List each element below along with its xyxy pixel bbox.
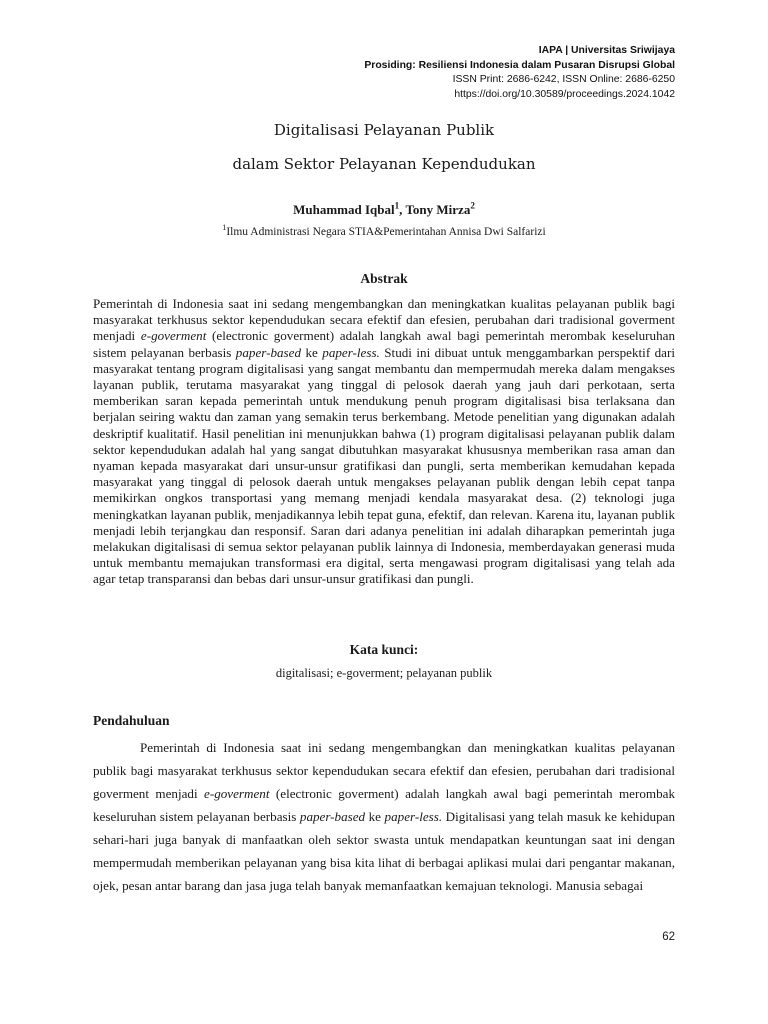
introduction-paragraph xyxy=(93,736,675,897)
abstract-part: Studi ini dibuat untuk menggambarkan perspektif dari masyarakat tentang program digitalisasi yang sangat membantu dan mempermudah mereka dalam mengakses layanan publik, terutama masyarakat yang tinggal di pelosok daerah yang jauh dari perkotaan, serta memberikan saran kepada pemerintah untuk mendukung penuh program digitalisasi bisa terlaksana dan berjalan seiring waktu dan zaman yang semakin terus berkembang. Metode penelitian yang digunakan adalah deskriptif kualitatif. Hasil penelitian ini menunjukkan bahwa (1) program digitalisasi pelayanan publik dalam sektor kependudukan adalah hal yang sangat dibutuhkan masyarakat khususnya memberikan rasa aman dan nyaman kepada masyarakat dari unsur-unsur gratifikasi dan pungli, serta memberikan kemudahan kepada masyarakat yang tinggal di pelosok daerah untuk mengakses pelayanan publik dengan lebih cepat tanpa memikirkan ongkos transportasi yang memang menjadi kendala masyarakat desa. (2) teknologi juga meningkatkan layanan publik, menjadikannya lebih tepat guna, efektif, dan relevan. Karena itu, layanan publik menjadi lebih terjangkau dan responsif. Saran dari adanya penelitian ini adalah diharapkan pemerintah juga melakukan digitalisasi di semua sektor pelayanan publik lainnya di Indonesia, memberdayakan generasi muda untuk membantu memajukan transformasi era digital, serta mengawasi program digitalisasi yang telah ada agar tetap transparansi dan bebas dari unsur-unsur gratifikasi dan pungli. xyxy=(93,344,675,587)
abstract-part: ke xyxy=(301,344,323,360)
abstract-part: (electronic goverment) adalah langkah awal bagi pemerintah merombak keseluruhan sistem pelayanan berbasis xyxy=(93,328,675,360)
affiliation-marker: 1 xyxy=(222,223,227,233)
intro-part: (electronic goverment) adalah langkah awal bagi pemerintah merombak keseluruhan sistem pelayanan berbasis xyxy=(93,786,675,824)
title-line-1: Digitalisasi Pelayanan Publik xyxy=(273,121,495,139)
abstract-text xyxy=(93,296,675,588)
author-separator: , xyxy=(399,202,406,217)
author-2: Tony Mirza xyxy=(405,202,471,217)
author-2-affiliation-marker: 2 xyxy=(470,200,475,211)
author-1: Muhammad Iqbal xyxy=(293,202,395,217)
page-number: 62 xyxy=(662,931,675,943)
title-line-2: dalam Sektor Pelayanan Kependudukan xyxy=(232,155,536,173)
abstract-italic-term: paper-based xyxy=(235,344,301,360)
intro-part: ke xyxy=(365,809,385,824)
author-1-affiliation-marker: 1 xyxy=(394,200,400,211)
introduction-heading: Pendahuluan xyxy=(93,713,170,728)
intro-part: Digitalisasi yang telah masuk ke kehidupan sehari-hari juga banyak di manfaatkan oleh sektor swasta untuk mendapatkan keuntungan saat ini dengan mempermudah memberikan pelayanan yang bisa kita lihat di berbagai aplikasi mulai dari pengantar makanan, ojek, pesan antar barang dan jasa juga telah banyak memanfaatkan kemajuan teknologi. Manusia sebagai xyxy=(93,809,675,893)
author-list xyxy=(0,202,768,218)
affiliation-text: Ilmu Administrasi Negara STIA&Pemerintahan Annisa Dwi Salfarizi xyxy=(226,226,546,238)
intro-part: Pemerintah di Indonesia saat ini sedang mengembangkan dan meningkatkan kualitas pelayanan publik bagi masyarakat terkhusus sektor kependudukan secara efektif dan efesien, perubahan dari tradisional goverment menjadi xyxy=(93,740,675,801)
intro-italic-term: paper-less. xyxy=(384,809,443,824)
header-proceedings: Prosiding: Resiliensi Indonesia dalam Pusaran Disrupsi Global xyxy=(364,59,675,71)
paper-title xyxy=(0,113,768,181)
intro-italic-term: paper-based xyxy=(299,809,366,824)
intro-italic-term: e-goverment xyxy=(204,786,270,801)
abstract-italic-term: e-goverment xyxy=(140,328,207,344)
keywords-heading: Kata kunci: xyxy=(349,642,419,657)
header-institution: IAPA | Universitas Sriwijaya xyxy=(538,45,675,56)
affiliation xyxy=(0,223,768,238)
abstract-heading: Abstrak xyxy=(360,271,408,286)
abstract-part: Pemerintah di Indonesia saat ini sedang mengembangkan dan meningkatkan kualitas pelayanan publik bagi masyarakat terkhusus sektor kependudukan secara efektif dan efesien, perubahan dari tradisional goverment menjadi xyxy=(93,296,675,344)
header-doi-link[interactable]: https://doi.org/10.30589/proceedings.2024.1042 xyxy=(454,88,675,100)
keywords-text: digitalisasi; e-goverment; pelayanan publik xyxy=(275,666,493,680)
abstract-italic-term: paper-less. xyxy=(322,344,380,360)
header-issn: ISSN Print: 2686-6242, ISSN Online: 2686-6250 xyxy=(452,74,675,85)
journal-header xyxy=(364,44,675,102)
